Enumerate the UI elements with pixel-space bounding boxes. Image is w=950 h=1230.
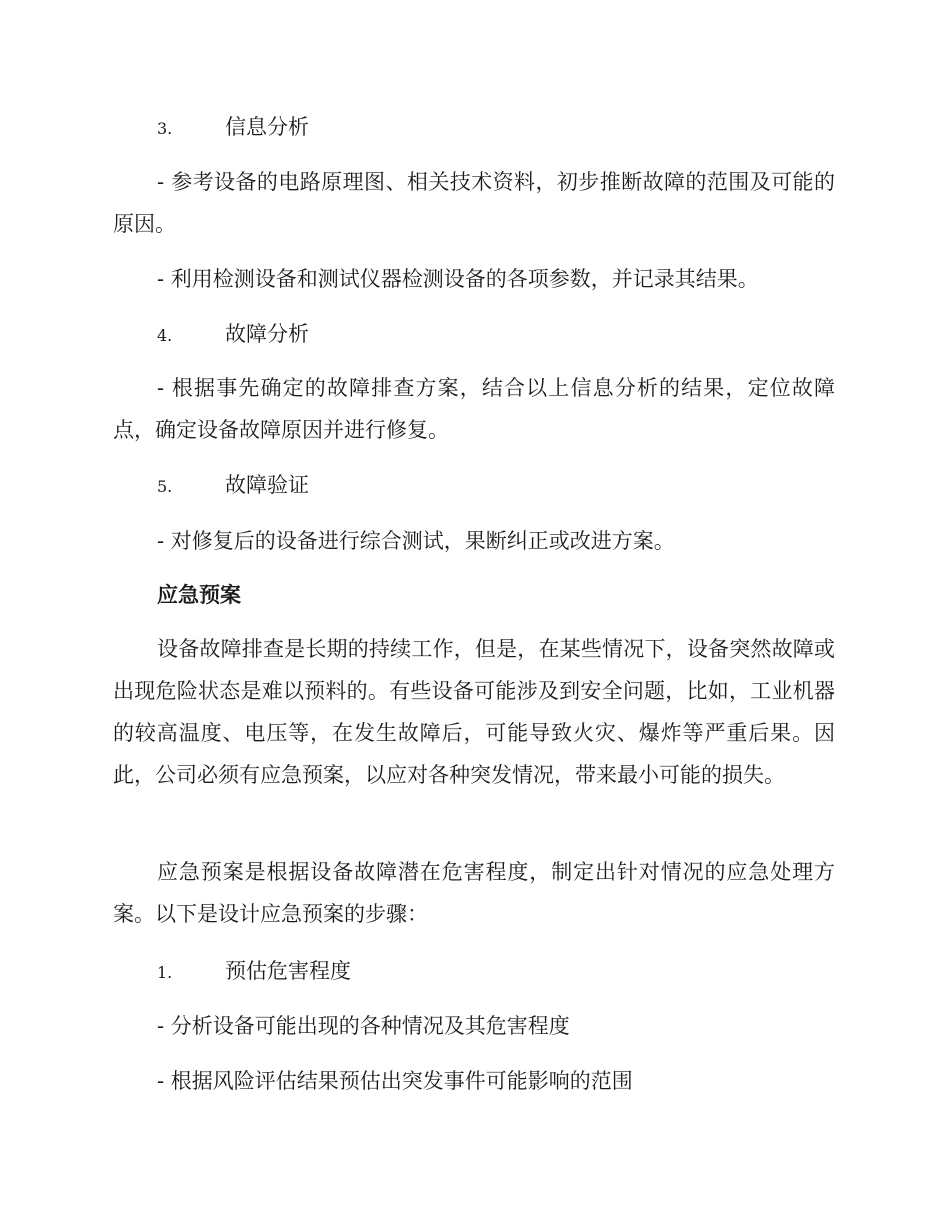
numbered-item-4 <box>157 313 309 357</box>
numbered-item-3 <box>157 106 309 150</box>
paragraph: 应急预案是根据设备故障潜在危害程度，制定出针对情况的应急处理方案。以下是设计应急预案的步骤： <box>113 860 835 926</box>
item-number: 4. <box>157 326 173 345</box>
bullet-line: - 分析设备可能出现的各种情况及其危害程度 <box>157 1014 570 1038</box>
section-heading: 应急预案 <box>157 582 241 607</box>
item-label: 信息分析 <box>225 115 309 139</box>
item-number: 1. <box>157 963 173 982</box>
item-number: 5. <box>157 477 173 496</box>
bullet-line: - 对修复后的设备进行综合测试，果断纠正或改进方案。 <box>157 529 675 553</box>
item-label: 故障分析 <box>225 322 309 346</box>
item-label: 故障验证 <box>225 473 309 497</box>
bullet-line: - 根据风险评估结果预估出突发事件可能影响的范围 <box>157 1069 633 1093</box>
item-label: 预估危害程度 <box>225 959 351 983</box>
item-number: 3. <box>157 119 173 138</box>
paragraph: 设备故障排查是长期的持续工作，但是，在某些情况下，设备突然故障或出现危险状态是难以预料的。有些设备可能涉及到安全问题，比如，工业机器的较高温度、电压等，在发生故障后，可能导致火灾、爆炸等严重后果。因此，公司必须有应急预案，以应对各种突发情况，带来最小可能的损失。 <box>113 637 835 787</box>
numbered-item-5 <box>157 464 309 508</box>
bullet-line: - 根据事先确定的故障排查方案，结合以上信息分析的结果，定位故障点，确定设备故障原因并进行修复。 <box>113 376 835 442</box>
numbered-item-1 <box>157 950 351 994</box>
bullet-line: - 参考设备的电路原理图、相关技术资料，初步推断故障的范围及可能的原因。 <box>113 170 835 236</box>
bullet-line: - 利用检测设备和测试仪器检测设备的各项参数，并记录其结果。 <box>157 267 759 291</box>
